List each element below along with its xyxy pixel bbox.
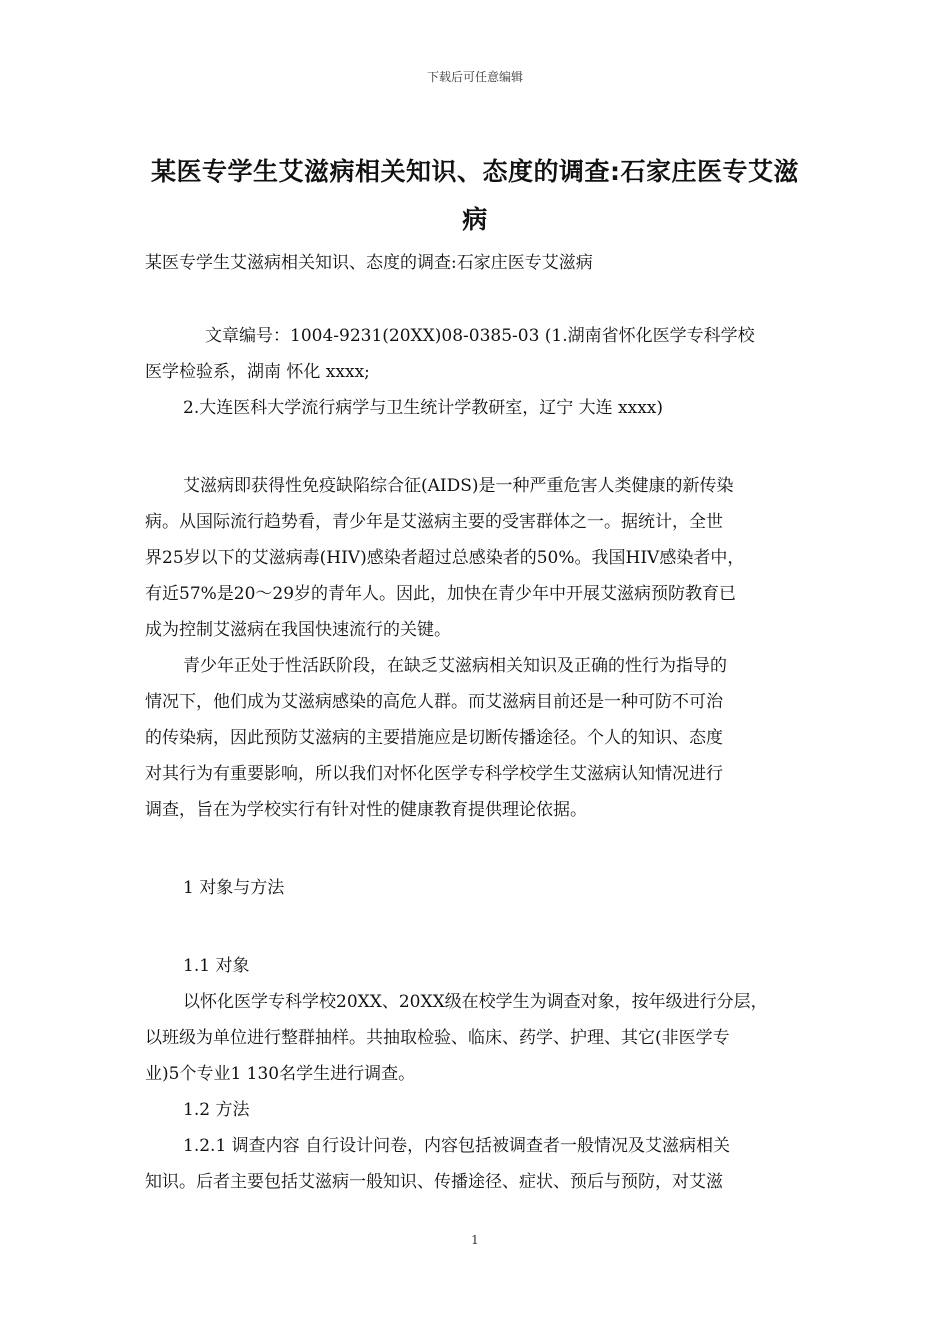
para4-line-2: 知识。后者主要包括艾滋病一般知识、传播途径、症状、预后与预防，对艾滋 — [145, 1172, 723, 1192]
para3-line-1: 以怀化医学专科学校20XX、20XX级在校学生为调查对象，按年级进行分层， — [183, 992, 768, 1012]
para3-line-2: 以班级为单位进行整群抽样。共抽取检验、临床、药学、护理、其它(非医学专 — [145, 1028, 730, 1048]
para2-line-3: 的传染病，因此预防艾滋病的主要措施应是切断传播途径。个人的知识、态度 — [145, 728, 723, 748]
document-title: 某医专学生艾滋病相关知识、态度的调查:石家庄医专艾滋病 — [151, 157, 799, 234]
para2-line-2: 情况下，他们成为艾滋病感染的高危人群。而艾滋病目前还是一种可防不可治 — [145, 692, 723, 712]
para3-line-3: 业)5个专业1 130名学生进行调查。 — [145, 1064, 416, 1084]
para1-line-1: 艾滋病即获得性免疫缺陷综合征(AIDS)是一种严重危害人类健康的新传染 — [183, 476, 734, 496]
subtitle: 某医专学生艾滋病相关知识、态度的调查:石家庄医专艾滋病 — [145, 253, 593, 273]
para1-line-5: 成为控制艾滋病在我国快速流行的关键。 — [145, 620, 451, 640]
para1-line-3: 界25岁以下的艾滋病毒(HIV)感染者超过总感染者的50%。我国HIV感染者中， — [145, 548, 745, 568]
meta-line-2: 医学检验系，湖南 怀化 xxxx; — [145, 362, 370, 382]
section-heading-1-2: 1.2 方法 — [183, 1100, 250, 1120]
page-number: 1 — [471, 1233, 479, 1247]
para1-line-2: 病。从国际流行趋势看，青少年是艾滋病主要的受害群体之一。据统计，全世 — [145, 512, 723, 532]
para2-line-1: 青少年正处于性活跃阶段，在缺乏艾滋病相关知识及正确的性行为指导的 — [183, 656, 727, 676]
header-note: 下载后可任意编辑 — [426, 70, 523, 84]
section-heading-1-1: 1.1 对象 — [183, 956, 250, 976]
para2-line-5: 调查，旨在为学校实行有针对性的健康教育提供理论依据。 — [145, 800, 587, 820]
para1-line-4: 有近57%是20～29岁的青年人。因此，加快在青少年中开展艾滋病预防教育已 — [145, 584, 737, 604]
meta-line-3: 2.大连医科大学流行病学与卫生统计学教研室，辽宁 大连 xxxx) — [183, 398, 664, 418]
para2-line-4: 对其行为有重要影响，所以我们对怀化医学专科学校学生艾滋病认知情况进行 — [145, 764, 723, 784]
para4-line-1: 1.2.1 调查内容 自行设计问卷，内容包括被调查者一般情况及艾滋病相关 — [183, 1136, 731, 1156]
meta-line-1: 文章编号：1004-9231(20XX)08-0385-03 (1.湖南省怀化医学专科学校 — [205, 326, 755, 346]
section-heading-1: 1 对象与方法 — [183, 878, 285, 898]
